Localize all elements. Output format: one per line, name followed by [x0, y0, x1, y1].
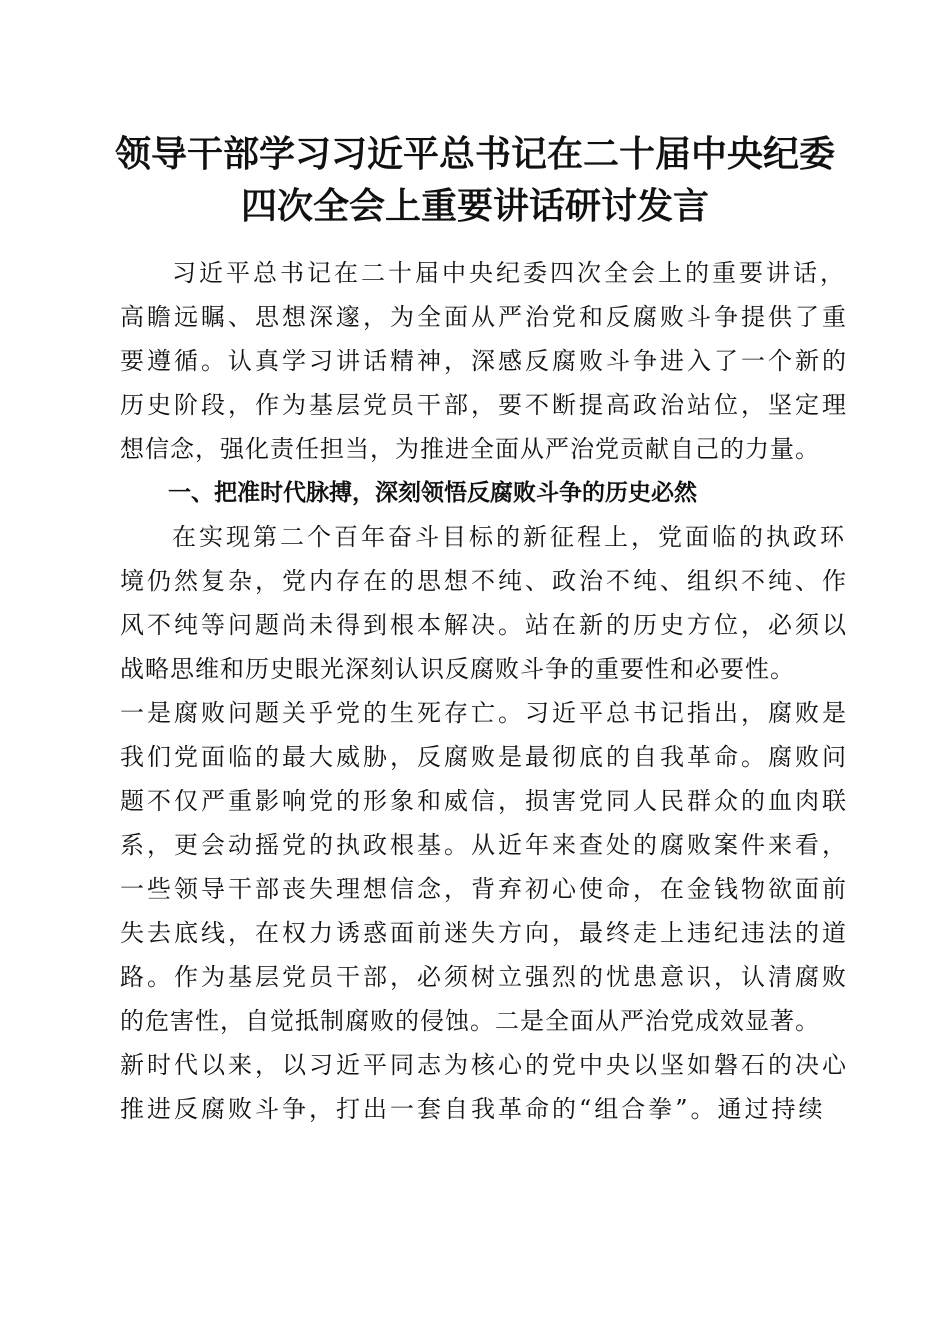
title-line: 四次全会上重要讲话研讨发言 [240, 185, 709, 227]
paragraph-line: 战略思维和历史眼光深刻认识反腐败斗争的重要性和必要性。 [120, 655, 795, 683]
paragraph-line: 一些领导干部丧失理想信念，背弃初心使命，在金钱物欲面前 [120, 875, 849, 903]
paragraph-line: 的危害性，自觉抵制腐败的侵蚀。二是全面从严治党成效显著。 [120, 1007, 820, 1035]
paragraph-line: 高瞻远瞩、思想深邃，为全面从严治党和反腐败斗争提供了重 [120, 303, 849, 331]
paragraph-line: 境仍然复杂，党内存在的思想不纯、政治不纯、组织不纯、作 [120, 567, 849, 595]
paragraph-line: 风不纯等问题尚未得到根本解决。站在新的历史方位，必须以 [120, 611, 849, 639]
paragraph-line: 想信念，强化责任担当，为推进全面从严治党贡献自己的力量。 [120, 435, 820, 463]
paragraph-line: 推进反腐败斗争，打出一套自我革命的“组合拳”。通过持续 [120, 1095, 826, 1123]
document-body [120, 251, 849, 1131]
paragraph-line: 新时代以来，以习近平同志为核心的党中央以坚如磐石的决心 [120, 1051, 849, 1079]
section-heading: 一、把准时代脉搏，深刻领悟反腐败斗争的历史必然 [168, 480, 697, 506]
paragraph-line: 系，更会动摇党的执政根基。从近年来查处的腐败案件来看， [120, 831, 849, 859]
paragraph-line: 在实现第二个百年奋斗目标的新征程上，党面临的执政环 [172, 523, 847, 551]
paragraph-line: 要遵循。认真学习讲话精神，深感反腐败斗争进入了一个新的 [120, 347, 849, 375]
paragraph-line: 失去底线，在权力诱惑面前迷失方向，最终走上违纪违法的道 [120, 919, 849, 947]
paragraph-line: 一是腐败问题关乎党的生死存亡。习近平总书记指出，腐败是 [120, 699, 849, 727]
paragraph-line: 习近平总书记在二十届中央纪委四次全会上的重要讲话， [172, 259, 847, 287]
paragraph-line: 历史阶段，作为基层党员干部，要不断提高政治站位，坚定理 [120, 391, 849, 419]
paragraph-line: 路。作为基层党员干部，必须树立强烈的忧患意识，认清腐败 [120, 963, 849, 991]
paragraph-line: 我们党面临的最大威胁，反腐败是最彻底的自我革命。腐败问 [120, 743, 849, 771]
title-line: 领导干部学习习近平总书记在二十届中央纪委 [114, 133, 835, 175]
document-title [60, 128, 890, 232]
paragraph-line: 题不仅严重影响党的形象和威信，损害党同人民群众的血肉联 [120, 787, 849, 815]
